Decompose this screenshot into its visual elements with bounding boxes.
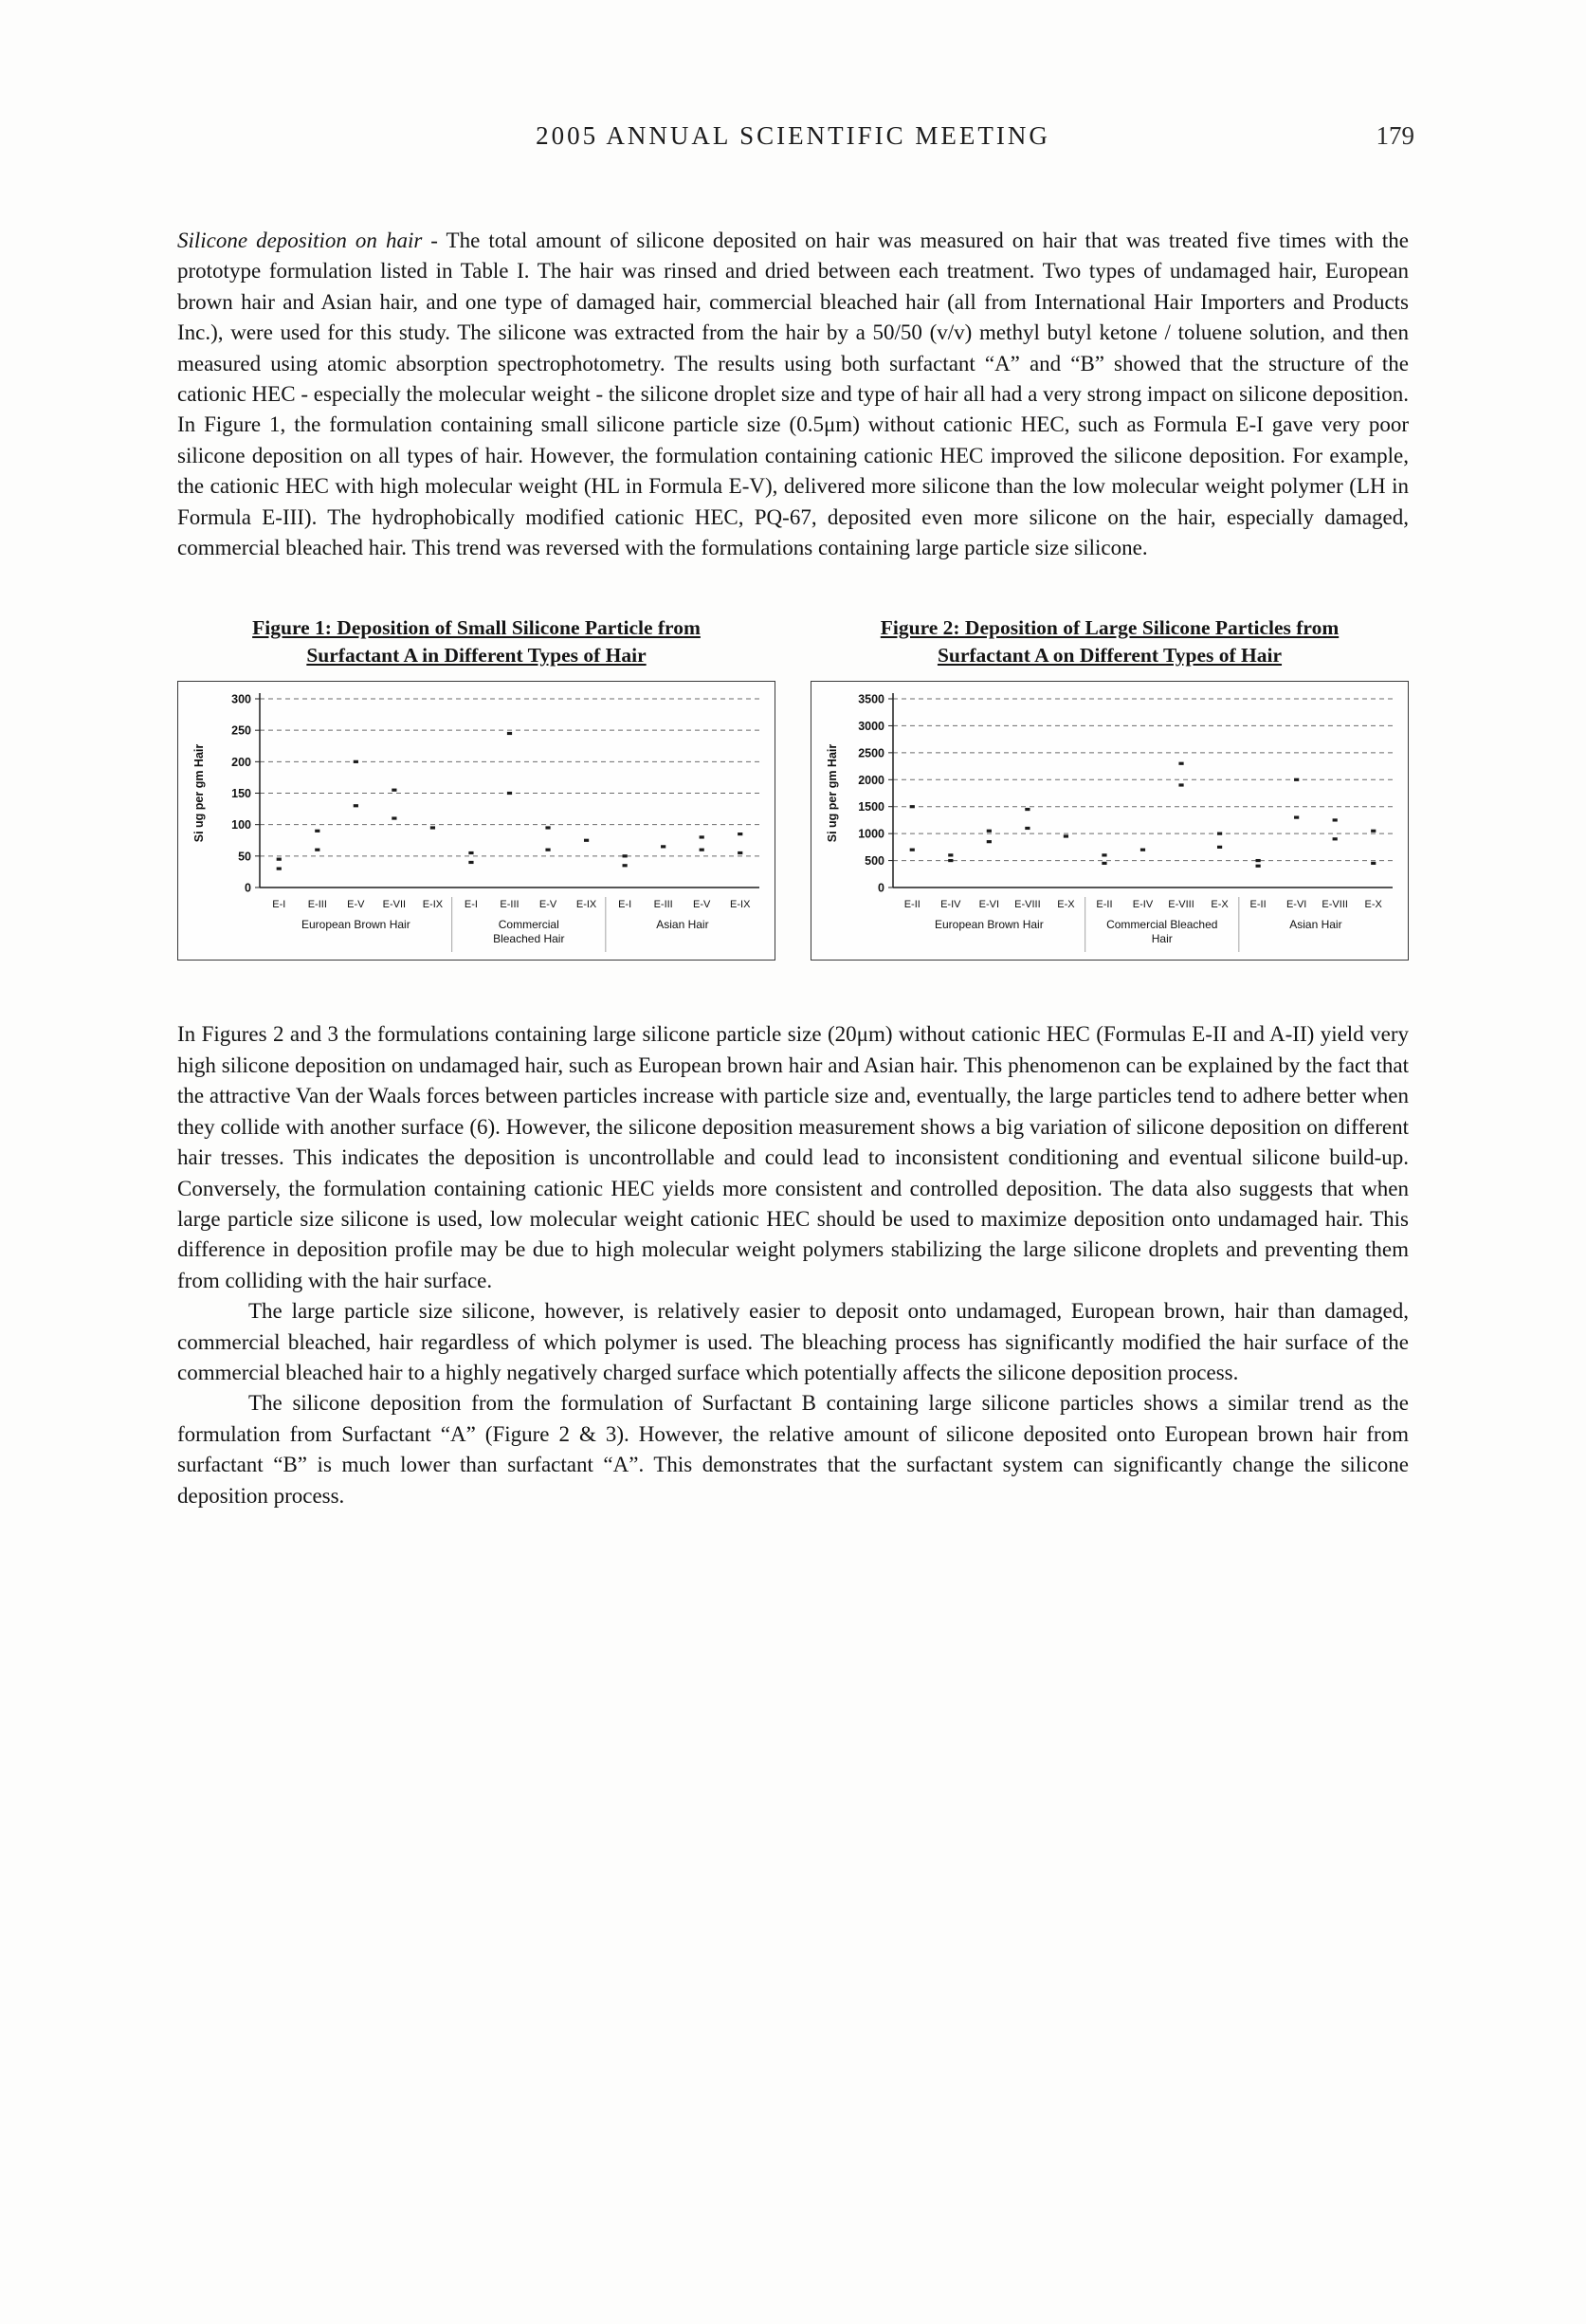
svg-text:Commercial: Commercial [498,918,559,932]
svg-text:E-IV: E-IV [1132,899,1154,911]
paragraph-silicone-deposition [177,226,1409,563]
svg-text:150: 150 [231,787,251,801]
figure-1-caption-line-1: Figure 1: Deposition of Small Silicone Particle from [252,616,701,640]
svg-text:50: 50 [238,850,251,864]
figure-2-caption-line-1: Figure 2: Deposition of Large Silicone Particles from [880,616,1340,640]
svg-text:European Brown Hair: European Brown Hair [301,918,410,932]
svg-text:E-II: E-II [1096,899,1113,911]
page-number: 179 [1376,121,1414,150]
svg-text:Commercial Bleached: Commercial Bleached [1106,918,1218,932]
svg-text:300: 300 [231,692,251,706]
paragraph-large-particle-size: The large particle size silicone, however, is relatively easier to deposit onto undamaged, European brown, hair than damaged, commercial bleached, hair regardless of which polymer is used. The bleaching process has significantly modified the hair surface of the commercial bleached hair to a highly negatively charged surface which potentially affects the silicone deposition process. [177,1299,1409,1384]
svg-text:E-V: E-V [347,899,365,911]
figures-row [177,614,1409,961]
figure-2-caption-line-2: Surfactant A on Different Types of Hair [937,644,1283,668]
svg-text:500: 500 [865,854,884,869]
svg-text:E-IX: E-IX [575,899,597,911]
figure-1-scatter-chart [177,681,775,961]
svg-text:250: 250 [231,724,251,739]
svg-text:E-IX: E-IX [422,899,444,911]
svg-text:E-VIII: E-VIII [1014,899,1041,911]
svg-text:E-X: E-X [1057,899,1075,911]
figure-2 [811,614,1409,961]
svg-text:1500: 1500 [858,800,884,814]
svg-text:E-III: E-III [500,899,520,911]
figure-1 [177,614,775,961]
svg-text:European Brown Hair: European Brown Hair [934,918,1044,932]
paragraph-1-text: - The total amount of silicone deposited on hair was measured on hair that was treated five times with the prototype formulation listed in Table I. The hair was rinsed and dried between each treatment. Two types of undamaged hair, European brown hair and Asian hair, and one type of damaged hair, commercial bleached hair (all from International Hair Importers and Products Inc.), were used for this study. The silicone was extracted from the hair by a 50/50 (v/v) methyl butyl ketone / toluene solution, and then measured using atomic absorption spectrophotometry. The results using both surfactant “A” and “B” showed that the structure of the cationic HEC - especially the molecular weight - the silicone droplet size and type of hair all had a very strong impact on silicone deposition. In Figure 1, the formulation containing small silicone particle size (0.5μm) without cationic HEC, such as Formula E-I gave very poor silicone deposition on all types of hair. However, the formulation containing cationic HEC improved the silicone deposition. For example, the cationic HEC with high molecular weight (HL in Formula E-V), delivered more silicone than the low molecular weight polymer (LH in Formula E-III). The hydrophobically modified cationic HEC, PQ-67, deposited even more silicone on the hair, especially damaged, commercial bleached hair. This trend was reversed with the formulations containing large particle size silicone. [177,229,1409,560]
svg-text:200: 200 [231,756,251,770]
svg-text:0: 0 [245,881,251,895]
svg-text:E-X: E-X [1211,899,1229,911]
svg-text:Si ug per gm Hair: Si ug per gm Hair [826,744,839,843]
svg-text:0: 0 [878,881,884,895]
figure-2-scatter-chart [811,681,1409,961]
svg-text:E-VIII: E-VIII [1168,899,1194,911]
svg-text:E-VII: E-VII [382,899,407,911]
svg-text:E-I: E-I [618,899,632,911]
journal-header-title: 2005 ANNUAL SCIENTIFIC MEETING [536,121,1050,150]
svg-text:Bleached Hair: Bleached Hair [493,932,565,946]
svg-text:E-II: E-II [1249,899,1267,911]
svg-text:Asian Hair: Asian Hair [1289,918,1342,932]
svg-text:E-III: E-III [653,899,673,911]
figure-2-caption [811,614,1409,669]
page-content [177,121,1414,1511]
page-header [177,121,1414,163]
svg-text:E-V: E-V [693,899,711,911]
svg-text:Asian Hair: Asian Hair [656,918,709,932]
figure-1-caption [177,614,775,669]
svg-text:E-VI: E-VI [978,899,1000,911]
svg-text:2500: 2500 [858,746,884,760]
svg-text:Si ug per gm Hair: Si ug per gm Hair [192,744,206,843]
svg-text:100: 100 [231,818,251,833]
svg-text:E-X: E-X [1364,899,1382,911]
svg-text:E-I: E-I [272,899,286,911]
svg-text:E-VI: E-VI [1285,899,1307,911]
svg-text:E-VIII: E-VIII [1322,899,1348,911]
svg-text:E-I: E-I [464,899,478,911]
svg-text:E-III: E-III [307,899,327,911]
svg-text:2000: 2000 [858,774,884,788]
svg-text:E-IV: E-IV [940,899,961,911]
paragraph-surfactant-b: The silicone deposition from the formulation of Surfactant B containing large silicone particles shows a similar trend as the formulation from Surfactant “A” (Figure 2 & 3). However, the relative amount of silicone deposited onto European brown hair from surfactant “B” is much lower than surfactant “A”. This demonstrates that the surfactant system can significantly change the silicone deposition process. [177,1391,1409,1508]
figure-1-caption-line-2: Surfactant A in Different Types of Hair [306,644,647,668]
paragraph-figures-discussion: In Figures 2 and 3 the formulations containing large silicone particle size (20μm) without cationic HEC (Formulas E-II and A-II) yield very high silicone deposition on undamaged hair, such as European brown hair and Asian hair. This phenomenon can be explained by the fact that the attractive Van der Waals forces between particles increase with particle size and, eventually, the large particles tend to adhere better when they collide with another surface (6). However, the silicone deposition measurement shows a big variation of silicone deposition on different hair tresses. This indicates the deposition is uncontrollable and could lead to inconsistent conditioning and eventual silicone build-up. Conversely, the formulation containing cationic HEC yields more consistent and controlled deposition. The data also suggests that when large particle size silicone is used, low molecular weight cationic HEC should be used to maximize deposition onto undamaged hair. This difference in deposition profile may be due to high molecular weight polymers stabilizing the large silicone droplets and preventing them from colliding with the hair surface. [177,1022,1409,1292]
svg-text:E-V: E-V [538,899,557,911]
svg-text:E-II: E-II [903,899,921,911]
svg-text:Hair: Hair [1151,932,1173,946]
svg-text:3000: 3000 [858,720,884,734]
svg-text:3500: 3500 [858,692,884,706]
paragraph-lead-in: Silicone deposition on hair [177,229,423,252]
svg-text:1000: 1000 [858,828,884,842]
svg-text:E-IX: E-IX [730,899,751,911]
